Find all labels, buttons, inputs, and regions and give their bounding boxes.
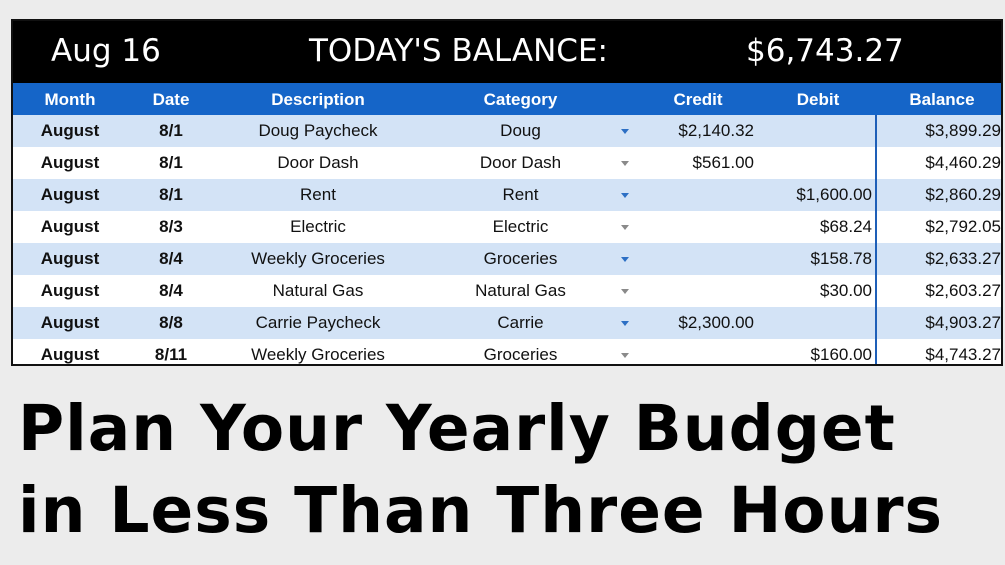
table-row bbox=[13, 243, 1001, 275]
cell-category[interactable]: Groceries bbox=[483, 249, 558, 268]
chevron-down-icon bbox=[621, 289, 629, 294]
balance-banner bbox=[13, 21, 1001, 83]
category-dropdown-button[interactable] bbox=[617, 243, 633, 275]
chevron-down-icon bbox=[621, 129, 629, 134]
cell-balance[interactable]: $4,743.27 bbox=[925, 345, 1001, 364]
column-header-description[interactable]: Description bbox=[271, 90, 365, 109]
banner-balance-amount: $6,743.27 bbox=[746, 33, 904, 69]
cell-debit[interactable] bbox=[761, 147, 872, 179]
cell-description[interactable]: Weekly Groceries bbox=[251, 345, 385, 364]
cell-date[interactable]: 8/4 bbox=[159, 249, 183, 268]
cell-date[interactable]: 8/1 bbox=[159, 185, 183, 204]
cell-date[interactable]: 8/4 bbox=[159, 281, 183, 300]
cell-month[interactable]: August bbox=[40, 153, 100, 172]
chevron-down-icon bbox=[621, 257, 629, 262]
cell-category[interactable]: Natural Gas bbox=[475, 281, 566, 300]
category-dropdown-button[interactable] bbox=[617, 179, 633, 211]
cell-balance[interactable]: $2,633.27 bbox=[925, 249, 1001, 268]
cell-credit[interactable]: $561.00 bbox=[692, 153, 754, 172]
chevron-down-icon bbox=[621, 161, 629, 166]
category-dropdown-button[interactable] bbox=[617, 307, 633, 339]
cell-debit[interactable]: $158.78 bbox=[810, 249, 872, 268]
category-dropdown-button[interactable] bbox=[617, 211, 633, 243]
table-row bbox=[13, 115, 1001, 147]
cell-description[interactable]: Natural Gas bbox=[272, 281, 364, 300]
column-header-month[interactable]: Month bbox=[44, 90, 96, 109]
cell-date[interactable]: 8/8 bbox=[159, 313, 183, 332]
cell-credit[interactable] bbox=[633, 211, 754, 243]
cell-month[interactable]: August bbox=[40, 313, 100, 332]
category-dropdown-button[interactable] bbox=[617, 147, 633, 179]
cell-balance[interactable]: $4,903.27 bbox=[925, 313, 1001, 332]
category-dropdown-button[interactable] bbox=[617, 339, 633, 366]
transaction-rows bbox=[13, 115, 1001, 366]
cell-month[interactable]: August bbox=[40, 185, 100, 204]
cell-credit[interactable] bbox=[633, 243, 754, 275]
table-row bbox=[13, 339, 1001, 366]
headline bbox=[18, 388, 998, 552]
cell-month[interactable]: August bbox=[40, 121, 100, 140]
cell-date[interactable]: 8/1 bbox=[159, 153, 183, 172]
cell-description[interactable]: Weekly Groceries bbox=[251, 249, 385, 268]
banner-date: Aug 16 bbox=[51, 33, 161, 69]
cell-category[interactable]: Doug bbox=[500, 121, 541, 140]
column-header-balance[interactable]: Balance bbox=[909, 90, 975, 109]
column-header-debit[interactable]: Debit bbox=[796, 90, 840, 109]
cell-month[interactable]: August bbox=[40, 281, 100, 300]
cell-category[interactable]: Carrie bbox=[497, 313, 544, 332]
cell-category[interactable]: Electric bbox=[492, 217, 549, 236]
cell-debit[interactable] bbox=[761, 115, 872, 147]
cell-description[interactable]: Rent bbox=[300, 185, 336, 204]
cell-debit[interactable]: $30.00 bbox=[820, 281, 872, 300]
cell-date[interactable]: 8/3 bbox=[159, 217, 183, 236]
chevron-down-icon bbox=[621, 353, 629, 358]
cell-category[interactable]: Rent bbox=[502, 185, 539, 204]
cell-description[interactable]: Electric bbox=[290, 217, 346, 236]
cell-month[interactable]: August bbox=[40, 249, 100, 268]
cell-credit[interactable]: $2,140.32 bbox=[678, 121, 754, 140]
cell-balance[interactable]: $3,899.29 bbox=[925, 121, 1001, 140]
cell-description[interactable]: Doug Paycheck bbox=[258, 121, 378, 140]
column-header-category[interactable]: Category bbox=[483, 90, 558, 109]
cell-debit[interactable] bbox=[761, 307, 872, 339]
headline-line-2: in Less Than Three Hours bbox=[18, 474, 944, 547]
column-header-credit[interactable]: Credit bbox=[673, 90, 723, 109]
banner-balance-label: TODAY'S BALANCE: bbox=[309, 33, 608, 69]
cell-date[interactable]: 8/1 bbox=[159, 121, 183, 140]
cell-debit[interactable]: $160.00 bbox=[810, 345, 872, 364]
chevron-down-icon bbox=[621, 321, 629, 326]
chevron-down-icon bbox=[621, 225, 629, 230]
table-row bbox=[13, 179, 1001, 211]
balance-column-divider bbox=[875, 115, 877, 366]
category-dropdown-button[interactable] bbox=[617, 275, 633, 307]
column-header-date[interactable]: Date bbox=[152, 90, 190, 109]
table-row bbox=[13, 307, 1001, 339]
cell-credit[interactable] bbox=[633, 275, 754, 307]
cell-description[interactable]: Door Dash bbox=[277, 153, 359, 172]
cell-category[interactable]: Door Dash bbox=[479, 153, 562, 172]
cell-date[interactable]: 8/11 bbox=[154, 345, 188, 364]
table-header bbox=[13, 83, 1001, 115]
chevron-down-icon bbox=[621, 193, 629, 198]
category-dropdown-button[interactable] bbox=[617, 115, 633, 147]
cell-debit[interactable]: $68.24 bbox=[820, 217, 872, 236]
cell-balance[interactable]: $2,603.27 bbox=[925, 281, 1001, 300]
table-row bbox=[13, 275, 1001, 307]
cell-category[interactable]: Groceries bbox=[483, 345, 558, 364]
table-row bbox=[13, 211, 1001, 243]
cell-description[interactable]: Carrie Paycheck bbox=[255, 313, 381, 332]
cell-balance[interactable]: $2,792.05 bbox=[925, 217, 1001, 236]
cell-credit[interactable] bbox=[633, 339, 754, 366]
cell-balance[interactable]: $4,460.29 bbox=[925, 153, 1001, 172]
cell-balance[interactable]: $2,860.29 bbox=[925, 185, 1001, 204]
cell-month[interactable]: August bbox=[40, 345, 100, 364]
cell-month[interactable]: August bbox=[40, 217, 100, 236]
cell-credit[interactable]: $2,300.00 bbox=[678, 313, 754, 332]
budget-spreadsheet bbox=[11, 19, 1003, 366]
cell-credit[interactable] bbox=[633, 179, 754, 211]
cell-debit[interactable]: $1,600.00 bbox=[796, 185, 872, 204]
headline-line-1: Plan Your Yearly Budget bbox=[18, 392, 896, 465]
table-row bbox=[13, 147, 1001, 179]
